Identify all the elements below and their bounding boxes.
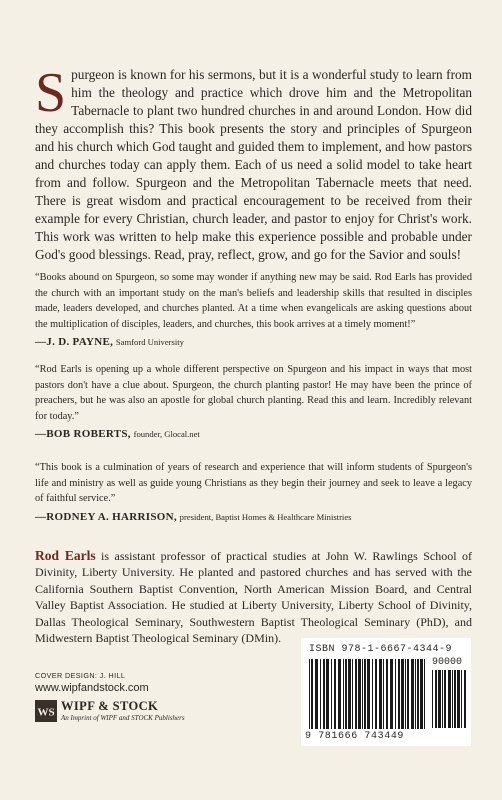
drop-cap: S bbox=[35, 62, 67, 124]
barcode-bar bbox=[398, 659, 400, 729]
endorsement-quote: “Rod Earls is opening up a whole different perspective on Spurgeon and his impact in ways that most pastors don't have a clue about. Spurgeon, the church planting pastor! He may have been the prince of preachers, but he was also an apostle for global church planting. Read this and learn. Incredibly relevant for today.” bbox=[35, 364, 472, 422]
barcode-bar bbox=[444, 670, 446, 728]
publisher-logo-icon bbox=[35, 700, 57, 722]
barcode-bar bbox=[420, 659, 423, 729]
intro-paragraph bbox=[35, 62, 472, 264]
price-code: 90000 bbox=[432, 657, 463, 668]
endorser-name: —BOB ROBERTS, bbox=[35, 428, 131, 441]
barcode-bar bbox=[326, 659, 329, 729]
barcode-bar bbox=[405, 659, 406, 729]
endorser-affiliation: president, Baptist Homes & Healthcare Ministries bbox=[179, 511, 352, 522]
barcode-bar bbox=[417, 659, 419, 729]
barcode-bar bbox=[454, 670, 456, 728]
barcode-bar bbox=[311, 659, 313, 729]
endorsement-quote: “Books abound on Spurgeon, so some may wonder if anything new may be said. Rod Earls has provided the church with an important study on the man's beliefs and leadership skills that resulted in disciples made, leaders developed, and churches planted. At a time when evangelicals are asking questions about the multiplication of disciples, leaders, and churches, this book arrives at a timely moment!” bbox=[35, 272, 472, 330]
barcode-bar bbox=[407, 659, 409, 729]
barcode-bar bbox=[348, 659, 351, 729]
barcode-bar bbox=[432, 670, 433, 728]
endorsement-quote: “This book is a culmination of years of research and experience that will inform students of Spurgeon's life and ministry as well as guide young Christians as they begin their journey and seek to leave a legacy of faithful service.” bbox=[35, 462, 472, 505]
publisher-subtitle: An Imprint of WIPF and STOCK Publishers bbox=[61, 714, 185, 722]
endorsement-3 bbox=[35, 460, 472, 524]
barcode-bar bbox=[362, 659, 363, 729]
barcode-bar bbox=[367, 659, 370, 729]
barcode-bar bbox=[323, 659, 325, 729]
barcode-bar bbox=[372, 659, 373, 729]
intro-text: purgeon is known for his sermons, but it is a wonderful study to learn from him the theology and practice which drove him and the Metropolitan Tabernacle to plant two hundred churches in and around London. How did they accomplish this? This book presents the story and principles of Spurgeon and his church which God taught and guided them to implement, and how pastors and churches today can apply them. Each of us need a solid model to take heart from and follow. Spurgeon and the Metropolitan Tabernacle meets that need. There is great wisdom and practical encouragement to be received from their example for every Christian, church leader, and pastor to enjoy for Christ's work. This work was written to help make this experience possible and probable under God's good blessings. Read, pray, reflect, grow, and go for the Savior and souls! bbox=[35, 67, 472, 262]
barcode-bar bbox=[352, 659, 353, 729]
isbn-label: ISBN 978-1-6667-4344-9 bbox=[309, 644, 453, 655]
barcode-bar bbox=[438, 670, 441, 728]
barcode-bar bbox=[457, 670, 460, 728]
endorsement-signature bbox=[35, 510, 472, 524]
barcode-bar bbox=[390, 659, 393, 729]
barcode-bar bbox=[309, 659, 310, 729]
endorser-name: —J. D. PAYNE, bbox=[35, 336, 114, 349]
endorsement-signature bbox=[35, 335, 472, 349]
endorser-affiliation: founder, Glocal.net bbox=[133, 429, 200, 440]
publisher-name: WIPF & STOCK bbox=[61, 699, 159, 713]
barcode-bar bbox=[345, 659, 347, 729]
barcode-bar bbox=[448, 670, 451, 728]
ean-digits: 9 781666 743449 bbox=[305, 731, 405, 742]
author-name: Rod Earls bbox=[35, 548, 96, 563]
barcode-bar bbox=[386, 659, 388, 729]
barcode-bar bbox=[435, 670, 437, 728]
ean-barcode-bars bbox=[309, 659, 425, 729]
barcode-bar bbox=[452, 670, 453, 728]
price-barcode-bars bbox=[432, 670, 466, 728]
barcode-bar bbox=[411, 659, 414, 729]
barcode-bar bbox=[331, 659, 332, 729]
barcode-bar bbox=[415, 659, 416, 729]
barcode-bar bbox=[358, 659, 361, 729]
endorser-name: —RODNEY A. HARRISON, bbox=[35, 510, 177, 523]
endorsement-signature bbox=[35, 427, 472, 441]
barcode-bar bbox=[320, 659, 321, 729]
barcode-bar bbox=[334, 659, 336, 729]
endorsement-1 bbox=[35, 270, 472, 349]
author-bio bbox=[35, 548, 472, 646]
barcode-bar bbox=[464, 670, 466, 728]
barcode-bar bbox=[355, 659, 357, 729]
barcode-bar bbox=[461, 670, 462, 728]
barcode-bar bbox=[401, 659, 404, 729]
isbn-barcode bbox=[301, 638, 471, 746]
barcode-bar bbox=[442, 670, 443, 728]
author-bio-text: is assistant professor of practical studies at John W. Rawlings School of Divinity, Liberty University. He planted and pastored churches and has served with the California Southern Baptist Convention, North American Mission Board, and Central Valley Baptist Association. He studied at Liberty University, Liberty School of Divinity, Dallas Theological Seminary, Southwestern Baptist Theological Seminary (PhD), and Midwestern Baptist Theological Seminary (DMin). bbox=[35, 549, 472, 646]
barcode-bar bbox=[395, 659, 396, 729]
endorser-affiliation: Samford University bbox=[115, 337, 184, 348]
barcode-bar bbox=[364, 659, 366, 729]
barcode-bar bbox=[338, 659, 341, 729]
publisher-website[interactable]: www.wipfandstock.com bbox=[35, 682, 149, 694]
barcode-bar bbox=[343, 659, 344, 729]
barcode-bar bbox=[315, 659, 318, 729]
cover-design-credit: COVER DESIGN: J. HILL bbox=[35, 671, 126, 680]
endorsement-2 bbox=[35, 362, 472, 441]
publisher-logo-text: WS bbox=[37, 706, 55, 719]
barcode-bar bbox=[375, 659, 377, 729]
barcode-bar bbox=[379, 659, 382, 729]
barcode-bar bbox=[424, 659, 425, 729]
barcode-bar bbox=[383, 659, 384, 729]
